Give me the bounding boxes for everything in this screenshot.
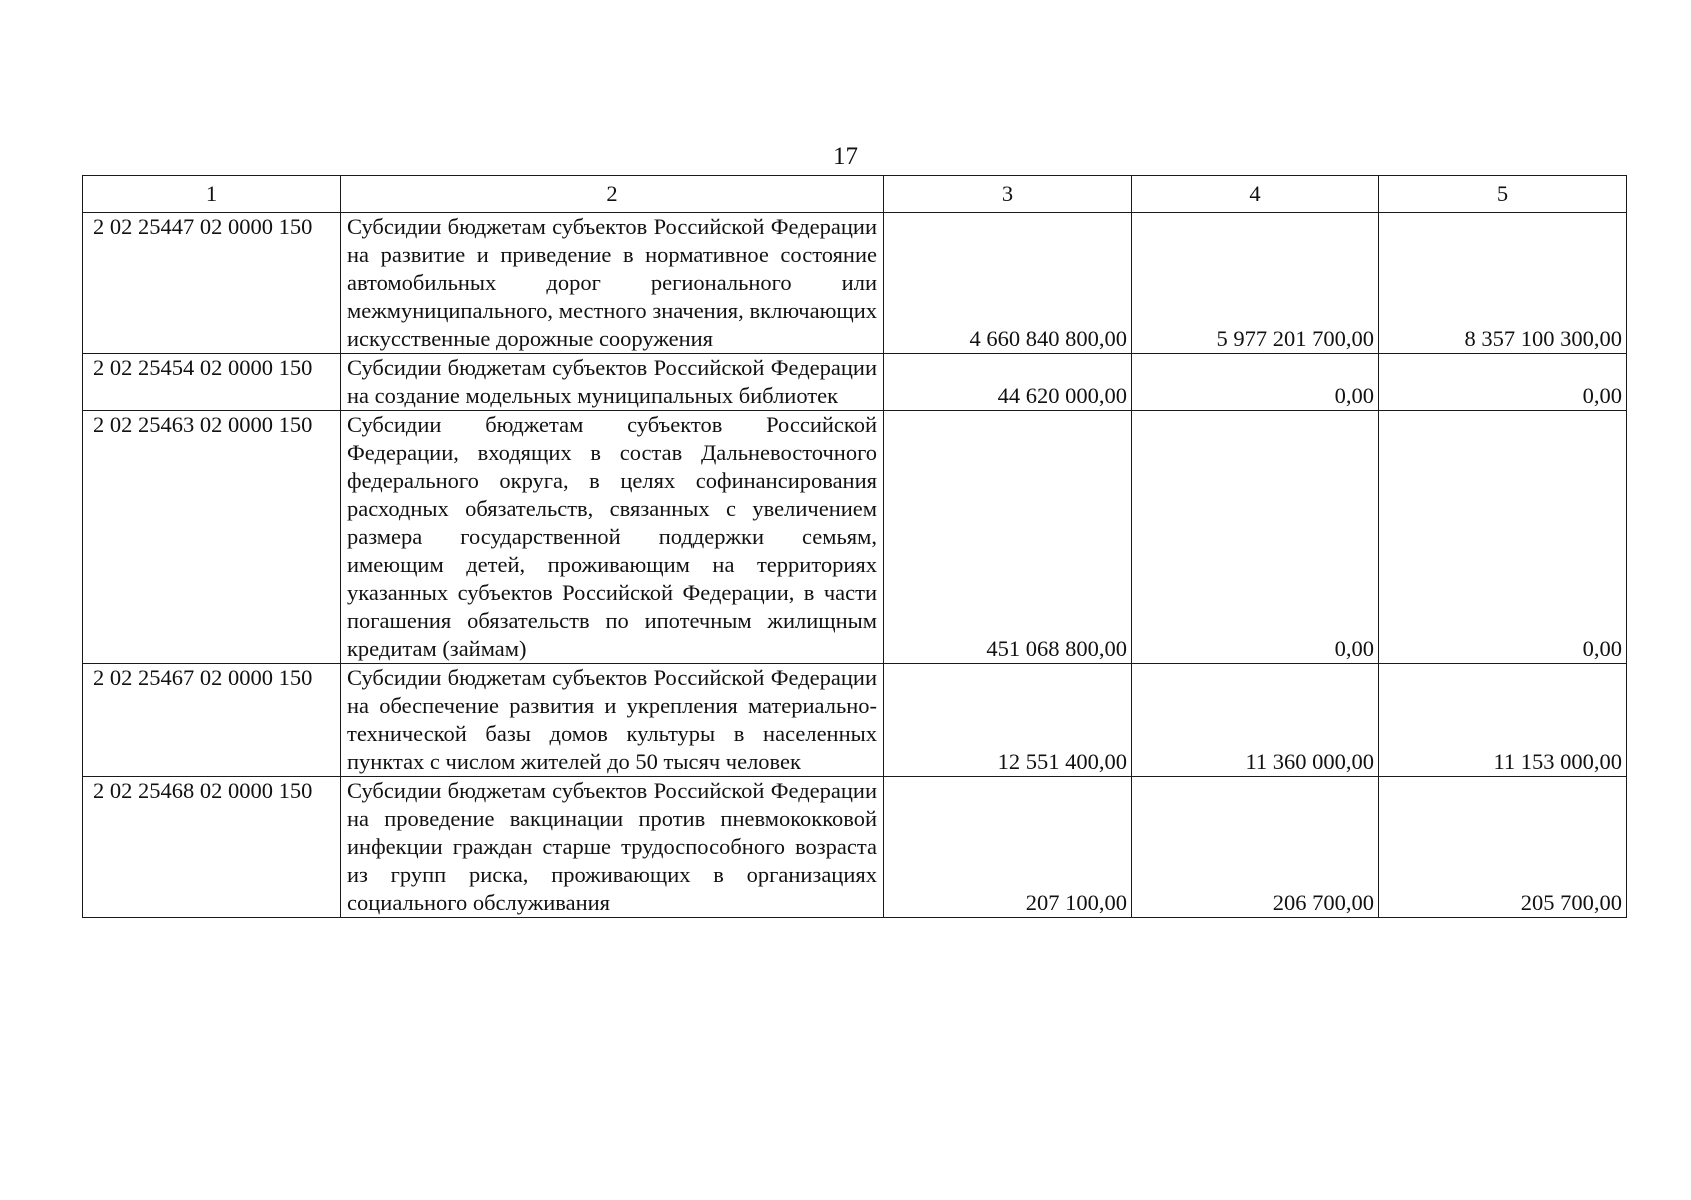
table-row xyxy=(83,664,1627,777)
column-header-5: 5 xyxy=(1379,176,1627,213)
page-number: 17 xyxy=(833,143,858,170)
description-cell: Субсидии бюджетам субъектов Российской Федерации на создание модельных муниципальных библиотек xyxy=(341,354,884,411)
amount-col4-cell: 0,00 xyxy=(1132,411,1379,664)
amount-col5-cell: 0,00 xyxy=(1379,411,1627,664)
amount-col4-cell: 5 977 201 700,00 xyxy=(1132,213,1379,354)
budget-code-cell: 2 02 25467 02 0000 150 xyxy=(83,664,341,777)
table-row xyxy=(83,777,1627,918)
column-header-3: 3 xyxy=(884,176,1132,213)
table-header-row xyxy=(83,176,1627,213)
amount-col5-cell: 11 153 000,00 xyxy=(1379,664,1627,777)
amount-col3-cell: 451 068 800,00 xyxy=(884,411,1132,664)
amount-col4-cell: 206 700,00 xyxy=(1132,777,1379,918)
description-cell: Субсидии бюджетам субъектов Российской Федерации на развитие и приведение в нормативное состояние автомобильных дорог регионального или межмуниципального, местного значения, включающих искусственные дорожные сооружения xyxy=(341,213,884,354)
description-cell: Субсидии бюджетам субъектов Российской Федерации на обеспечение развития и укрепления материально-технической базы домов культуры в населенных пунктах с числом жителей до 50 тысяч человек xyxy=(341,664,884,777)
amount-col3-cell: 4 660 840 800,00 xyxy=(884,213,1132,354)
amount-col3-cell: 12 551 400,00 xyxy=(884,664,1132,777)
table-row xyxy=(83,213,1627,354)
amount-col5-cell: 0,00 xyxy=(1379,354,1627,411)
budget-code-cell: 2 02 25447 02 0000 150 xyxy=(83,213,341,354)
budget-code-cell: 2 02 25463 02 0000 150 xyxy=(83,411,341,664)
description-cell: Субсидии бюджетам субъектов Российской Федерации, входящих в состав Дальневосточного федерального округа, в целях софинансирования расходных обязательств, связанных с увеличением размера государственной поддержки семьям, имеющим детей, проживающим на территориях указанных субъектов Российской Федерации, в части погашения обязательств по ипотечным жилищным кредитам (займам) xyxy=(341,411,884,664)
column-header-2: 2 xyxy=(341,176,884,213)
column-header-4: 4 xyxy=(1132,176,1379,213)
amount-col3-cell: 207 100,00 xyxy=(884,777,1132,918)
description-cell: Субсидии бюджетам субъектов Российской Федерации на проведение вакцинации против пневмококковой инфекции граждан старше трудоспособного возраста из групп риска, проживающих в организациях социального обслуживания xyxy=(341,777,884,918)
budget-table xyxy=(82,175,1627,918)
budget-code-cell: 2 02 25468 02 0000 150 xyxy=(83,777,341,918)
amount-col5-cell: 8 357 100 300,00 xyxy=(1379,213,1627,354)
budget-code-cell: 2 02 25454 02 0000 150 xyxy=(83,354,341,411)
amount-col4-cell: 0,00 xyxy=(1132,354,1379,411)
amount-col3-cell: 44 620 000,00 xyxy=(884,354,1132,411)
column-header-1: 1 xyxy=(83,176,341,213)
table-row xyxy=(83,411,1627,664)
table-row xyxy=(83,354,1627,411)
amount-col4-cell: 11 360 000,00 xyxy=(1132,664,1379,777)
amount-col5-cell: 205 700,00 xyxy=(1379,777,1627,918)
